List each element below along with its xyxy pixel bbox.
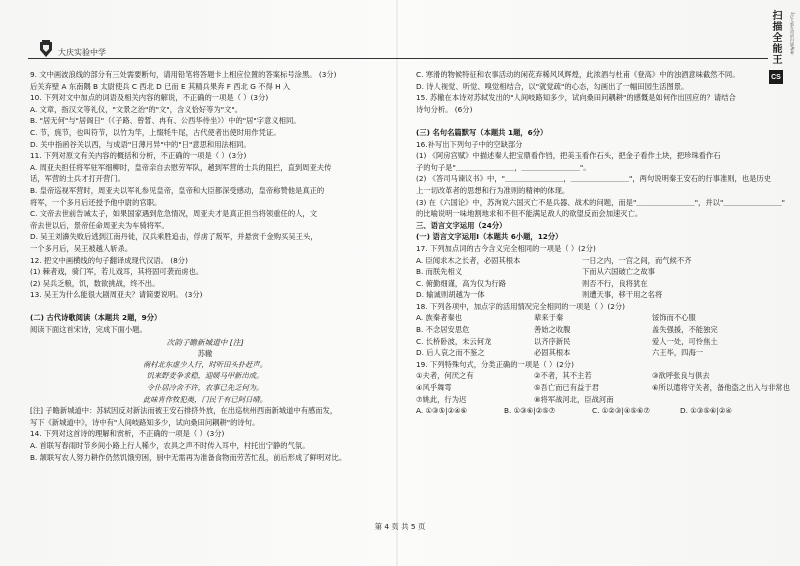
text-line: B. 皇帝巡视军营时，周亚夫以军礼参见皇帝，皇帝和大臣都深受感动，皇帝称赞他是真正的 [30,185,325,195]
q19-answer-options [416,406,768,418]
option-cell: A. 族秦者秦也 [416,313,462,323]
text-line [416,116,768,128]
option-row [416,348,768,360]
option-cell: C. 俯勤细谨，高为仅为行路 [416,278,506,288]
text-line: 13. 吴王为什么能很大剧周亚夫？请简要说明。 (3分) [30,290,203,300]
text-line: 南村北东虚少人行，时听田头扑赶声。 [142,359,268,369]
option-cell: 爱人一处，可怜焦土 [652,336,718,346]
text-line: (1) 《阿房宫赋》中描述秦人把宝鼎看作铛，把美玉看作石头，把金子看作土块，把珍珠看作石 [416,151,721,161]
option-row [416,290,768,302]
text-line: (2) 《答司马谏议书》中，"＿＿＿＿＿＿＿＿，＿＿＿＿＿＿＿＿"，两句说明秦王安石的行事准则，也是历史 [416,174,772,184]
option-row [416,337,768,349]
scanner-watermark [768,8,798,96]
text-line: 次韵子瞻新城道中 [注] [166,337,244,347]
text-line: 16.补写出下列句子中的空缺部分 [416,139,523,149]
text-line: 17. 下列加点词的古今含义完全相同的一项是（ ）(2分) [416,243,596,253]
text-line: B. 颔联写农人努力耕作仍然饥饿穷困，厨中无需再为准备食物而劳苦忙乱，前后形成了鲜明对比。 [30,452,347,462]
text-line [30,302,380,314]
option-cell: 必固其根本 [534,348,571,358]
text-line: A. 文章，指汉文等礼仪，"文景之治"的"文"，含义恰好等为"文"。 [30,104,243,114]
option-row [416,395,768,407]
text-line: 11. 下列对原文有关内容的概括和分析，不正确的一项是（ ）(3分) [30,151,247,161]
q18-options [416,313,768,359]
watermark-subtitle: 3亿人都在用的扫描App [790,12,795,55]
text-line: 12. 把文中画横线的句子翻译成现代汉语。 (8分) [30,255,188,265]
option-cell: ④风乎舞雩 [416,383,452,393]
option-row [416,325,768,337]
q19-title: 19. 下列特殊句式，分类正确的一项是（ ）(2分) [416,359,574,369]
text-line: 三、语言文字运用（24分） [416,220,507,230]
option-row [416,267,768,279]
option-cell: 六王毕，四海一 [652,348,704,358]
text-line: 帝去世以后，景帝任命周亚夫为车骑将军。 [30,220,169,230]
text-line: 饥来野麦争求稳，迎暖马甲新出成。 [146,371,264,381]
text-line: D. 吴王刘濞失败后逃到江南丹徒，汉兵乘胜追击，俘虏了叛军，并悬赏千金购买吴王头， [30,232,318,242]
text-line: (1) 棘者戏，骑门军，若儿戏耳，其将固可袭而虏也。 [30,267,204,277]
q18-title: 18. 下列各项中，加点字的活用情况完全相同的一项是（ ）(2分) [416,301,625,311]
text-line: 写下《新城道中》，诗中有"人间岐路知多少，试向桑田问耦耕"的诗句。 [30,417,260,427]
text-line: C. 文帝去世前告诫太子，如果国家遇到危急情况，周亚夫才是真正担当将领重任的人，文 [30,209,318,219]
text-line: 将军，一个多月后还授予他中尉的官职。 [30,197,162,207]
page-fold [396,0,398,566]
option-cell: ①夫者，何厌之有 [416,371,474,381]
page-header [28,38,768,62]
option-cell: 馁饰而不心服 [652,313,696,323]
text-line: D. 诗人视觉、听觉、嗅觉相结合，以"就觉疏"的心态，勾画出了一幅田园生活图景。 [416,81,689,91]
text-line: 苏辙 [197,349,213,359]
option-cell: ⑧将军战河北，臣战河南 [534,394,614,404]
option-cell: 以齐序新民 [534,336,571,346]
option-cell: C. 长桥卧波，未云何龙 [416,336,492,346]
header-rule [28,58,768,59]
text-line: 此味肯作牧犯奥，门民千有已阿日晴。 [142,394,268,404]
cs-logo-icon: CS [769,70,783,84]
text-line: 的比喻说明一味地割地求和不但不能满足敌人的欲望反而会加速灭亡。 [416,209,643,219]
answer-option: C. ①②③|④⑤⑥⑦ [592,406,650,416]
option-row [416,371,768,383]
school-crest-icon [38,40,54,58]
answer-option: A. ①③⑤|②④⑥ [416,406,468,416]
option-cell: A. 臣闻求木之长者，必固其根本 [416,255,521,265]
option-row [416,256,768,268]
text-line: 9. 文中画波浪线的部分有三处需要断句，请用铅笔将答题卡上相应位置的答案标号涂黑。 (3分) [30,70,337,79]
text-line: 阅读下面这首宋诗，完成下面小题。 [30,325,147,335]
text-line: A. 首联写春雨时节乡间小路上行人稀少，农具之声不时传入耳中，村托出宁静的气氛。 [30,441,310,450]
option-row [416,383,790,395]
answer-option: B. ①③⑥|②⑤⑦ [504,406,556,416]
text-line: 一个多月后，吴王被越人斩杀。 [30,243,133,253]
text-line: (3) 在《六国论》中，苏洵说六国灭亡不是兵器、战术的问题，而是"＿＿＿＿＿＿＿＿"，并以"＿＿＿＿＿＿＿＿" [416,197,786,207]
text-line: 话，军营的士兵才打开营门。 [30,174,125,184]
option-cell: 善始之收腹 [534,325,571,335]
option-cell: 盖失强援，不能独完 [652,325,718,335]
text-line: 15. 苏辙在本诗对苏轼发出的"人间岐路知多少，试向桑田问耦耕"的感慨是如何作出回应的？请结合 [416,93,736,103]
text-line: (2) 吴兵乏粮，饥，数欲挑战，终不出。 [30,278,160,288]
q17-options [416,256,768,302]
option-cell: D. 后人哀之而不鉴之 [416,348,485,358]
watermark-title: 扫描全能王 [770,10,781,65]
option-cell: 则遭天事，移干用之名将 [582,290,663,300]
option-cell: B. 而朕先相义 [416,267,463,277]
text-line: 诗句分析。 (6分) [416,104,473,114]
text-line: 上一切改革者的思想和行为准则的精神的体现。 [416,185,570,195]
text-line: A. 周亚夫担任将军驻军细柳时，皇帝亲自去慰劳军队，趟到军营的士兵的阻拦，直到周亚夫传 [30,162,332,172]
option-row [416,279,768,291]
option-cell: 下而从六国破亡之故事 [582,267,655,277]
option-cell: ③欲呼张良与俱去 [652,371,710,381]
answer-option: D. ①③⑤⑥|②④ [680,406,732,416]
text-line: 10. 下列对文中加点的词语及相关内容的解说，不正确的一项是（ ）(3分) [30,93,269,103]
option-cell: D. 输诚则胡越为一体 [416,290,485,300]
q19-sentences [416,371,790,406]
text-line: D. 关中指函谷关以西，与成语"日薄月异"中的"日"意思和用法相同。 [30,139,251,149]
option-cell: 一日之内，一宫之间，而气候不齐 [582,255,692,265]
text-line: 14. 下列对这首诗的理解和赏析，不正确的一项是（ ）(3分) [30,429,225,439]
option-cell: 辈来于秦 [534,313,564,323]
option-cell: 则否不行，良将犹在 [582,278,648,288]
text-line: 令仆居冷舍不许，农事已先乏何为。 [146,383,264,393]
option-cell: ⑥所以遣将守关者，备他盗之出入与非常也 [652,383,790,393]
text-line: (二) 古代诗歌阅读（本题共 2题，9分） [30,313,162,323]
option-cell: ⑤吾亡而已有益于君 [534,383,599,393]
text-line: 子的句子是"＿＿＿＿＿＿＿＿，＿＿＿＿＿＿＿＿"。 [416,162,591,172]
option-cell: B. 不念居安思危 [416,325,470,335]
page-footer: 第 4 页 共 5 页 [374,522,426,531]
text-line: B. "居无何"与"居阁日"（《子路、曾皙、冉有、公西华侍坐》）中的"居"字意义相同。 [30,116,301,126]
text-line: (一) 语言文字运用Ⅰ（本题共 6小题，12分） [416,232,563,242]
option-cell: ⑦姚此，行为迟 [416,394,467,404]
text-line: C. 寒滑的物候特征和农事活动的闲花弃稀风风辉煌，此浓酒与杜甫《登高》中的浊酒意味截然不同。 [416,70,740,79]
text-line: (三) 名句名篇默写（本题共 1题，6分） [416,127,548,137]
text-line: [注] 子瞻新城道中：苏轼因反对新法而被王安石排挤外放，在出巡杭州西南新城道中有感而发， [30,406,338,416]
option-row [416,313,768,325]
option-cell: ②不者，其不主若 [534,371,592,381]
option-cell [652,395,768,407]
school-name: 大庆实验中学 [58,48,106,57]
text-line: 后关弃壁 A 东南隅 B 太尉使兵 C 西北 D 已而 E 其精兵果奔 F 西北 G 不得 H 入 [30,81,291,91]
text-line: C. 节，旄节，也叫符节，以竹为竿，上缀牦牛尾，古代使者出使时用作凭证。 [30,127,281,137]
left-column [30,70,380,464]
